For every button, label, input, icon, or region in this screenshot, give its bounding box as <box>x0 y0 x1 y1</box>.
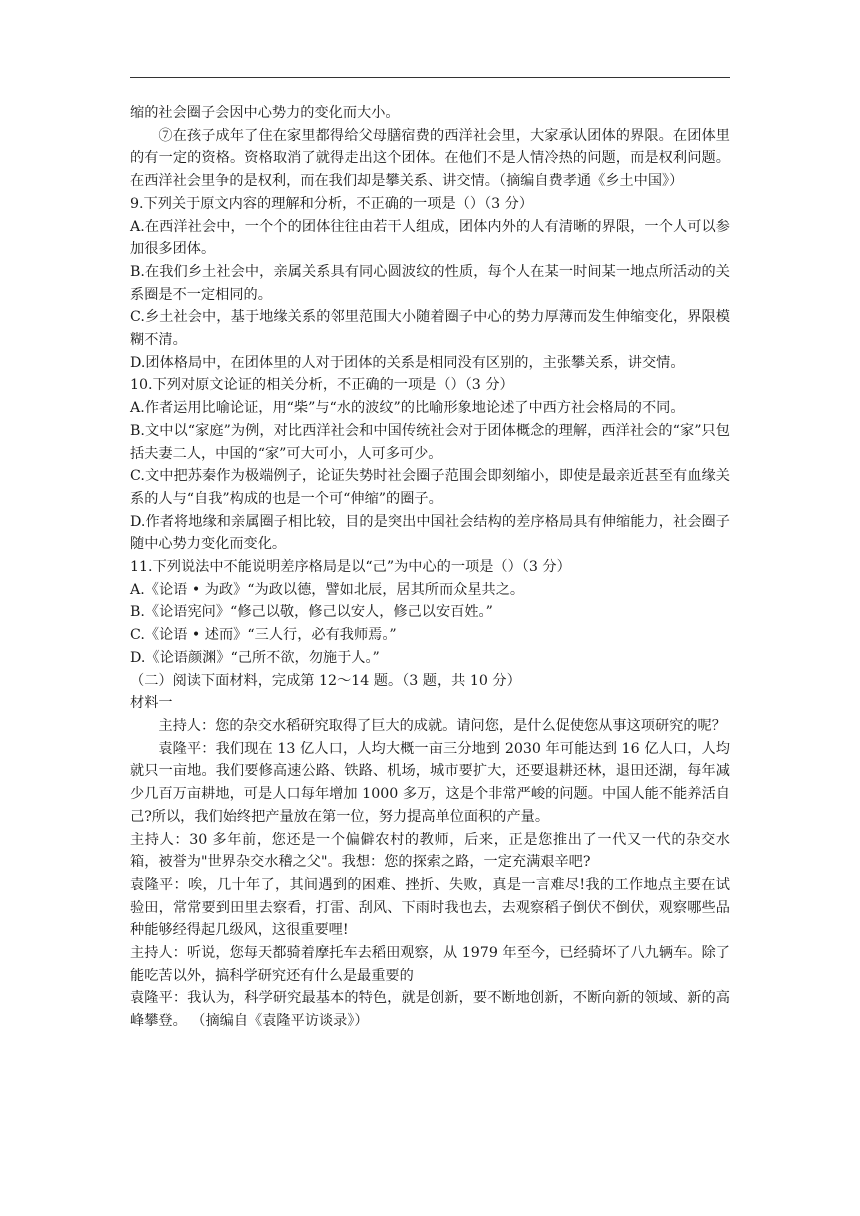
interview-host-3: 主持人：听说，您每天都骑着摩托车去稻田观察，从 1979 年至今，已经骑坏了八九辆车。除了能吃苦以外，搞科学研究还有什么是最重要的 <box>130 945 730 984</box>
question-9-stem: 9.下列关于原文内容的理解和分析，不正确的一项是（）（3 分） <box>130 195 534 212</box>
question-9-option-a: A.在西洋社会中，一个个的团体往往由若干人组成，团体内外的人有清晰的界限，一个人可以参加很多团体。 <box>130 218 730 258</box>
section-2-heading: （二）阅读下面材料，完成第 12～14 题。（3 题，共 10 分） <box>130 672 521 689</box>
interview-host-1: 主持人：您的杂交水稻研究取得了巨大的成就。请问您，是什么促使您从事这项研究的呢？ <box>158 717 726 734</box>
question-11-option-b: B.《论语宪问》“修己以敬，修己以安人，修己以安百姓。” <box>130 604 493 621</box>
question-11-option-c: C.《论语 • 述而》“三人行，必有我师焉。” <box>130 627 397 644</box>
question-9-option-c: C.乡土社会中，基于地缘关系的邻里范围大小随着圈子中心的势力厚薄而发生伸缩变化，界限模糊不清。 <box>130 309 730 349</box>
interview-host-2: 主持人：30 多年前，您还是一个偏僻农村的教师，后来，正是您推出了一代又一代的杂交水箱，被誉为"世界杂交水稽之父"。我想：您的探索之路，一定充满艰辛吧? <box>130 831 730 871</box>
question-11-option-d: D.《论语颜渊》“己所不欲，勿施于人。” <box>130 649 380 666</box>
question-11-stem: 11.下列说法中不能说明差序格局是以“己”为中心的一项是（）（3 分） <box>130 559 571 576</box>
material-1-heading: 材料一 <box>130 695 173 712</box>
interview-yuan-1: 袁隆平：我们现在 13 亿人口，人均大概一亩三分地到 2030 年可能达到 16 亿人口，人均就只一亩地。我们要修高速公路、铁路、机场，城市要扩大，还要退耕还林，退田还湖，每年减少几百万亩耕地，可是人口每年增加 1000 多万，这是个非常严峻的问题。中国人能不能养活自己?所以，我们始终把产量放在第一位，努力提高单位面积的产量。 <box>130 740 730 825</box>
document-body <box>130 102 730 1033</box>
question-10-stem: 10.下列对原文论证的相关分析，不正确的一项是（）（3 分） <box>130 377 514 394</box>
question-10-option-c: C.文中把苏秦作为极端例子，论证失势时社会圈子范围会即刻缩小，即使是最亲近甚至有血缘关系的人与“自我”构成的也是一个可“伸缩”的圈子。 <box>130 468 730 507</box>
paragraph-continuation: 缩的社会圈子会因中心势力的变化而大小。 <box>130 105 400 121</box>
header-rule <box>130 77 730 78</box>
question-10-option-d: D.作者将地缘和亲属圈子相比较，目的是突出中国社会结构的差序格局具有伸缩能力，社会圈子随中心势力变化而变化。 <box>130 513 730 553</box>
question-9-option-d: D.团体格局中，在团体里的人对于团体的关系是相同没有区别的，主张攀关系，讲交情。 <box>130 354 685 371</box>
question-10-option-a: A.作者运用比喻论证，用“柴”与“水的波纹”的比喻形象地论述了中西方社会格局的不同。 <box>130 400 685 417</box>
paragraph-7: ⑦在孩子成年了住在家里都得给父母膳宿费的西洋社会里，大家承认团体的界限。在团体里的有一定的资格。资格取消了就得走出这个团体。在他们不是人情冷热的问题，而是权利问题。在西洋社会里争的是权利，而在我们却是攀关系、讲交情。（摘编自费孝通《乡土中国》） <box>130 127 730 190</box>
interview-yuan-3: 袁隆平：我认为，科学研究最基本的特色，就是创新，要不断地创新，不断向新的领域、新的高峰攀登。 （摘编自《袁隆平访谈录》） <box>130 990 730 1030</box>
question-11-option-a: A.《论语 • 为政》“为政以德，譬如北辰，居其所而众星共之。 <box>130 581 525 598</box>
question-9-option-b: B.在我们乡土社会中，亲属关系具有同心圆波纹的性质，每个人在某一时间某一地点所活动的关系圈是不一定相同的。 <box>130 263 730 303</box>
question-10-option-b: B.文中以“家庭”为例，对比西洋社会和中国传统社会对于团体概念的理解，西洋社会的“家”只包括夫妻二人，中国的“家”可大可小，人可多可少。 <box>130 422 730 462</box>
interview-yuan-2: 袁隆平：唉，几十年了，其间遇到的困难、挫折、失败，真是一言难尽!我的工作地点主要在试验田，常常要到田里去察看，打雷、刮风、下雨时我也去，去观察稻子倒伏不倒伏，观察哪些品种能够经得起几级风，这很重要哩! <box>130 876 730 939</box>
